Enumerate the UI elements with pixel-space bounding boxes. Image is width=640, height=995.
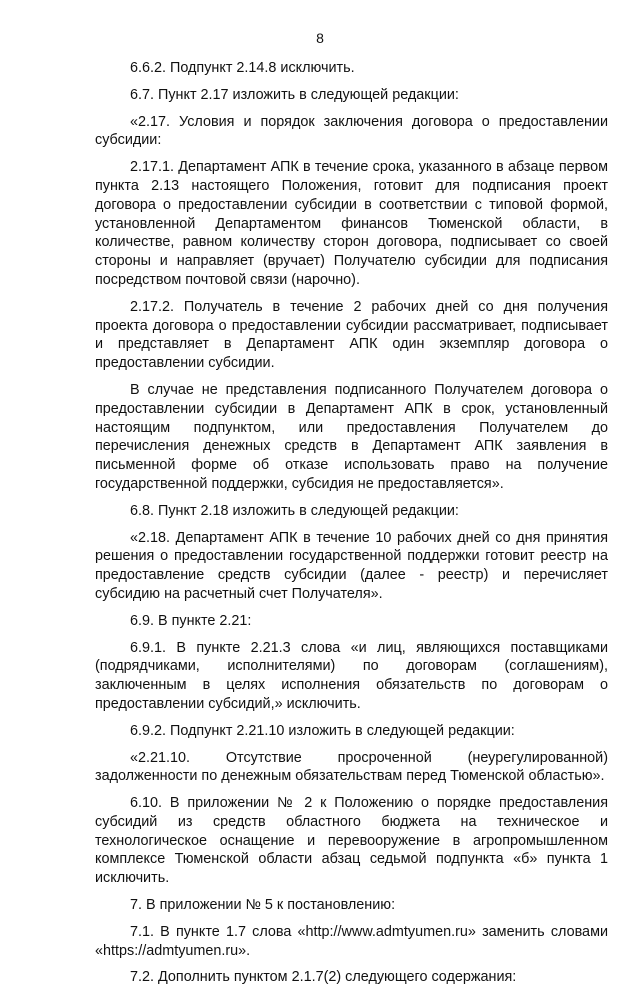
paragraph-6-6-2: 6.6.2. Подпункт 2.14.8 исключить.: [130, 60, 355, 76]
paragraph-6-8: 6.8. Пункт 2.18 изложить в следующей редакции:: [130, 502, 459, 519]
paragraph-2-17-2: 2.17.2. Получатель в течение 2 рабочих дней со дня получения проекта договора о предоставлении субсидии рассматривает, подписывает и представляет в Департамент АПК один экземпляр договора о предоставлении субсидии.: [95, 298, 608, 372]
paragraph-6-9: 6.9. В пункте 2.21:: [130, 612, 252, 629]
paragraph-6-9-2: 6.9.2. Подпункт 2.21.10 изложить в следующей редакции:: [130, 722, 515, 739]
paragraph-non-submission: В случае не представления подписанного Получателем договора о предоставлении субсидии в Департамент АПК в срок, установленный настоящим подпунктом, или предоставления Получателем до перечисления денежных средств в Департамент АПК заявления в письменной форме об отказе использовать право на получение государственной поддержки, субсидия не предоставляется».: [95, 381, 608, 492]
paragraph-7: 7. В приложении № 5 к постановлению:: [130, 897, 396, 914]
paragraph-7-1: 7.1. В пункте 1.7 слова «http://www.admtyumen.ru» заменить словами «https://admtyumen.ru».: [95, 923, 608, 959]
paragraph-2-17: «2.17. Условия и порядок заключения договора о предоставлении субсидии:: [95, 113, 608, 149]
page-number: 8: [316, 30, 324, 46]
document-body: [95, 59, 608, 995]
paragraph-2-18: «2.18. Департамент АПК в течение 10 рабочих дней со дня принятия решения о предоставлении государственной поддержки готовит реестр на предоставление средств субсидии (далее - реестр) и перечисляет субсидию на расчетный счет Получателя».: [95, 529, 608, 602]
paragraph-7-2: 7.2. Дополнить пунктом 2.1.7(2) следующего содержания:: [130, 969, 517, 986]
paragraph-6-10: 6.10. В приложении № 2 к Положению о порядке предоставления субсидий из средств областного бюджета на техническое и технологическое оснащение и перевооружение в агропромышленном комплексе Тюменской области абзац седьмой подпункта «б» пункта 1 исключить.: [95, 795, 608, 887]
paragraph-2-17-1: 2.17.1. Департамент АПК в течение срока, указанного в абзаце первом пункта 2.13 настоящего Положения, готовит для подписания проект договора о предоставлении субсидии в соответствии с типовой формой, установленной Департаментом финансов Тюменской области, в количестве, равном количеству сторон договора, подписывает со своей стороны и направляет (вручает) Получателю субсидии для подписания посредством почтовой связи (нарочно).: [95, 159, 608, 288]
paragraph-2-21-10: «2.21.10. Отсутствие просроченной (неурегулированной) задолженности по денежным обязательствам перед Тюменской областью».: [95, 749, 608, 785]
paragraph-6-9-1: 6.9.1. В пункте 2.21.3 слова «и лиц, являющихся поставщиками (подрядчиками, исполнителями) по договорам (соглашениям), заключенным в целях исполнения обязательств по договорам о предоставлении субсидий,» исключить.: [95, 639, 608, 712]
paragraph-6-7: 6.7. Пункт 2.17 изложить в следующей редакции:: [130, 86, 459, 103]
